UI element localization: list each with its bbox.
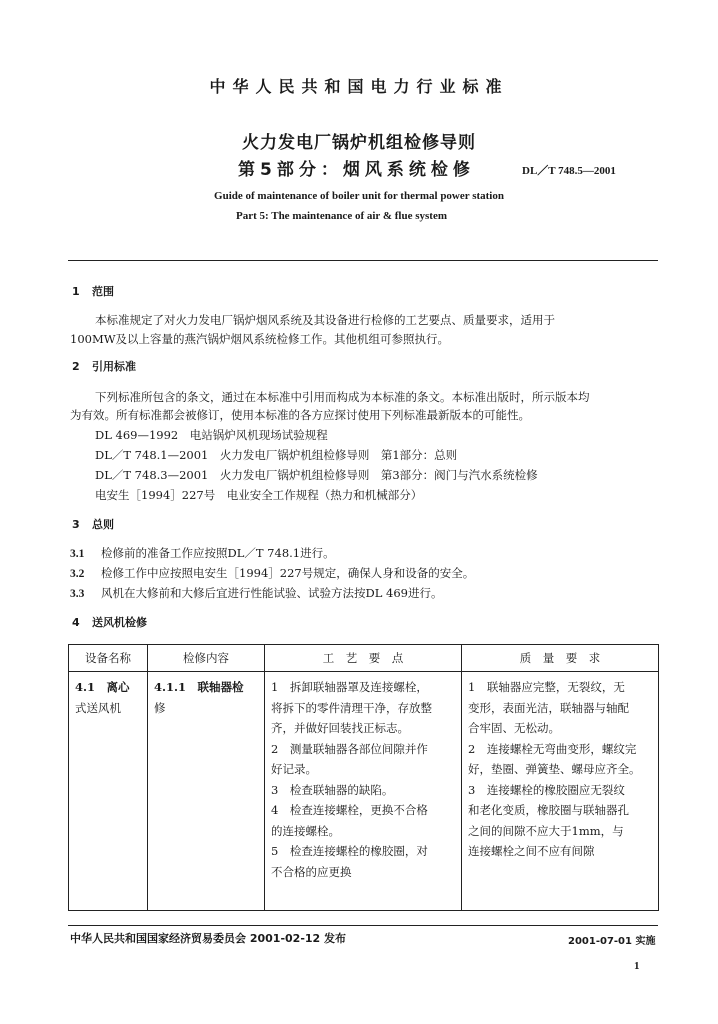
section-4-heading: [72, 614, 147, 630]
page-number: 1: [634, 960, 640, 972]
process-line: 将拆下的零件清理干净，存放整: [271, 700, 432, 715]
section-2-paragraph-line-2: 为有效。所有标准都会被修订，使用本标准的各方应探讨使用下列标准最新版本的可能性。: [70, 408, 530, 422]
process-line: 好记录。: [271, 762, 317, 776]
quality-cell: [462, 672, 659, 911]
section-title: 引用标准: [92, 360, 136, 373]
issuer-line: 中华人民共和国国家经济贸易委员会 2001-02-12 发布: [70, 932, 347, 945]
title-divider: [68, 260, 658, 261]
section-1-heading: [72, 283, 114, 299]
quality-line: 合牢固、无松动。: [468, 721, 560, 735]
clause-number: 3.2: [70, 568, 85, 580]
quality-line: 连接螺栓之间不应有间隙: [468, 844, 595, 858]
clause-item: [70, 563, 474, 584]
section-3-heading: [72, 516, 114, 532]
process-cell: [265, 672, 462, 911]
clause-number: 3.1: [70, 548, 85, 560]
process-line: 齐，并做好回装找正标志。: [271, 721, 409, 735]
quality-line: 2 连接螺栓无弯曲变形，螺纹完: [468, 741, 637, 756]
quality-line: 变形，表面光洁，联轴器与轴配: [468, 700, 629, 715]
content-line: 修: [154, 700, 166, 715]
content-line: 4.1.1 联轴器检: [154, 680, 244, 694]
table-row: [69, 672, 659, 911]
section-2-paragraph-line-1: 下列标准所包含的条文，通过在本标准中引用而构成为本标准的条文。本标准出版时，所示版本均: [95, 390, 590, 404]
quality-line: 3 连接螺栓的橡胶圈应无裂纹: [468, 782, 625, 797]
standard-code: DL／T 748.5—2001: [522, 165, 616, 177]
section-number: 4: [72, 616, 80, 629]
equipment-cell: [69, 672, 148, 911]
section-number: 3: [72, 518, 80, 531]
header-quality: 质 量 要 求: [462, 645, 659, 672]
reference-item: DL／T 748.1—2001 火力发电厂锅炉机组检修导则 第1部分：总则: [95, 448, 458, 462]
quality-line: 1 联轴器应完整，无裂纹，无: [468, 680, 625, 694]
section-1-paragraph-line-1: 本标准规定了对火力发电厂锅炉烟风系统及其设备进行检修的工艺要点、质量要求，适用于: [95, 313, 555, 327]
clause-text: 风机在大修前和大修后宜进行性能试验、试验方法按DL 469进行。: [101, 586, 443, 600]
table-header-row: [69, 645, 659, 672]
section-title: 范围: [92, 285, 114, 298]
clause-text: 检修工作中应按照电安生［1994］227号规定，确保人身和设备的安全。: [101, 566, 475, 580]
process-line: 5 检查连接螺栓的橡胶圈，对: [271, 844, 428, 858]
section-title: 送风机检修: [92, 616, 147, 629]
clause-item: [70, 543, 335, 564]
maintenance-table: [68, 644, 659, 911]
process-line: 2 测量联轴器各部位间隙并作: [271, 741, 428, 756]
process-line: 的连接螺栓。: [271, 823, 340, 838]
reference-item: DL／T 748.3—2001 火力发电厂锅炉机组检修导则 第3部分：阀门与汽水系统检修: [95, 468, 538, 482]
reference-item: DL 469—1992 电站锅炉风机现场试验规程: [95, 428, 328, 442]
header-equipment: 设备名称: [69, 645, 148, 672]
header-content: 检修内容: [148, 645, 265, 672]
header-process: 工 艺 要 点: [265, 645, 462, 672]
english-title-line-2: Part 5: The maintenance of air & flue system: [236, 210, 448, 222]
process-line: 1 拆卸联轴器罩及连接螺栓，: [271, 680, 428, 694]
process-line: 不合格的应更换: [271, 864, 352, 879]
footer-divider: [68, 925, 658, 926]
section-number: 1: [72, 285, 80, 298]
process-line: 3 检查联轴器的缺陷。: [271, 782, 394, 797]
clause-text: 检修前的准备工作应按照DL／T 748.1进行。: [101, 546, 335, 560]
title-line-1: 火力发电厂锅炉机组检修导则: [242, 133, 476, 153]
standard-header: 中华人民共和国电力行业标准: [209, 77, 509, 96]
clause-item: [70, 583, 442, 604]
section-number: 2: [72, 360, 80, 373]
quality-line: 好，垫圈、弹簧垫、螺母应齐全。: [468, 762, 641, 776]
process-line: 4 检查连接螺栓，更换不合格: [271, 803, 428, 817]
effective-date: 2001-07-01 实施: [568, 936, 656, 947]
title-line-2: 第5部分：烟风系统检修: [238, 160, 475, 180]
section-title: 总则: [92, 518, 114, 531]
quality-line: 之间的间隙不应大于1mm，与: [468, 823, 624, 838]
equipment-line: 4.1 离心: [75, 680, 130, 694]
english-title-line-1: Guide of maintenance of boiler unit for thermal power station: [214, 190, 504, 202]
quality-line: 和老化变质，橡胶圈与联轴器孔: [468, 803, 629, 817]
content-cell: [148, 672, 265, 911]
reference-item: 电安生［1994］227号 电业安全工作规程（热力和机械部分）: [95, 488, 423, 502]
section-2-heading: [72, 358, 136, 374]
section-1-paragraph-line-2: 100MW及以上容量的燕汽锅炉烟风系统检修工作。其他机组可参照执行。: [70, 332, 450, 346]
clause-number: 3.3: [70, 588, 85, 600]
equipment-line: 式送风机: [75, 700, 121, 715]
